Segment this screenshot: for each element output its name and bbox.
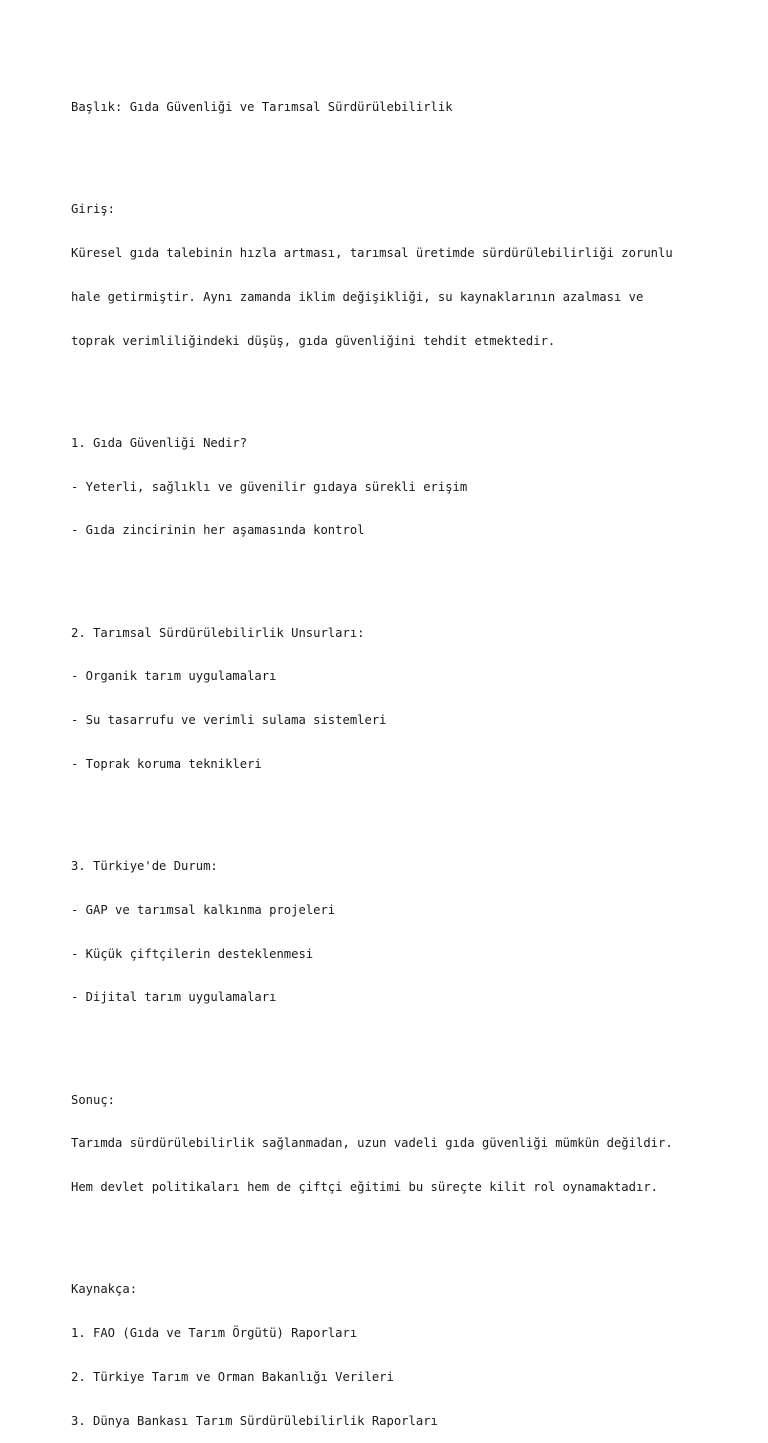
section-heading: 2. Tarımsal Sürdürülebilirlik Unsurları: (71, 625, 365, 640)
section-heading: 1. Gıda Güvenliği Nedir? (71, 435, 248, 450)
spacer (71, 377, 751, 392)
spacer (71, 1224, 751, 1239)
list-item: - Organik tarım uygulamaları (71, 669, 277, 684)
conclusion-heading: Sonuç: (71, 1092, 116, 1107)
document-body (71, 71, 751, 1443)
spacer (71, 144, 751, 159)
list-item: - GAP ve tarımsal kalkınma projeleri (71, 902, 336, 917)
document-title: Başlık: Gıda Güvenliği ve Tarımsal Sürdürülebilirlik (71, 100, 453, 115)
conclusion-line: Hem devlet politikaları hem de çiftçi eğitimi bu süreçte kilit rol oynamaktadır. (71, 1180, 658, 1195)
intro-heading: Giriş: (71, 202, 116, 217)
conclusion-line: Tarımda sürdürülebilirlik sağlanmadan, uzun vadeli gıda güvenliği mümkün değildir. (71, 1136, 673, 1151)
reference-item: 3. Dünya Bankası Tarım Sürdürülebilirlik Raporları (71, 1413, 438, 1428)
list-item: - Gıda zincirinin her aşamasında kontrol (71, 523, 365, 538)
intro-line: toprak verimliliğindeki düşüş, gıda güvenliğini tehdit etmektedir. (71, 333, 556, 348)
spacer (71, 1034, 751, 1049)
spacer (71, 567, 751, 582)
list-item: - Yeterli, sağlıklı ve güvenilir gıdaya sürekli erişim (71, 479, 468, 494)
reference-item: 1. FAO (Gıda ve Tarım Örgütü) Raporları (71, 1326, 358, 1341)
intro-line: Küresel gıda talebinin hızla artması, tarımsal üretimde sürdürülebilirliği zorunlu (71, 246, 673, 261)
list-item: - Toprak koruma teknikleri (71, 756, 262, 771)
references-heading: Kaynakça: (71, 1282, 138, 1297)
list-item: - Su tasarrufu ve verimli sulama sistemleri (71, 713, 387, 728)
list-item: - Küçük çiftçilerin desteklenmesi (71, 946, 314, 961)
spacer (71, 801, 751, 816)
intro-line: hale getirmiştir. Aynı zamanda iklim değişikliği, su kaynaklarının azalması ve (71, 289, 644, 304)
section-heading: 3. Türkiye'de Durum: (71, 859, 218, 874)
list-item: - Dijital tarım uygulamaları (71, 990, 277, 1005)
reference-item: 2. Türkiye Tarım ve Orman Bakanlığı Verileri (71, 1369, 394, 1384)
